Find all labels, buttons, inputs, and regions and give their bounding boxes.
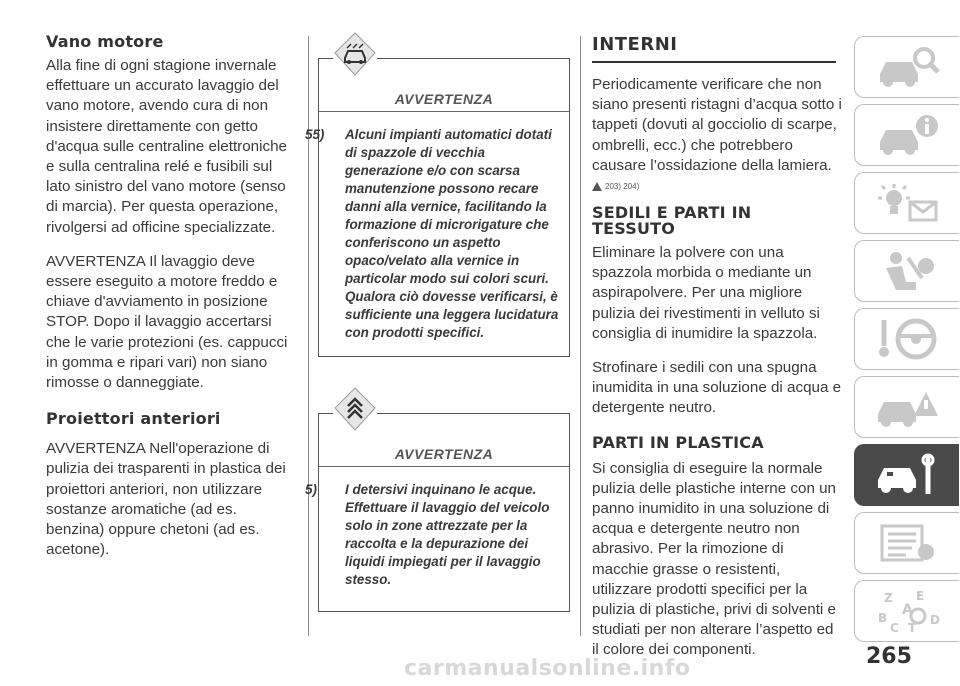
car-maintenance-icon bbox=[872, 452, 942, 498]
car-search-icon bbox=[872, 44, 942, 90]
warning-box-2 bbox=[305, 413, 570, 612]
tab-car-search[interactable] bbox=[854, 36, 959, 98]
chapter-heading-interni: INTERNI bbox=[592, 34, 836, 63]
middle-column bbox=[305, 34, 570, 612]
car-info-icon bbox=[872, 112, 942, 158]
page-number: 265 bbox=[866, 644, 912, 669]
paragraph-proiettori: AVVERTENZA Nell'operazione di pulizia dei trasparenti in plastica dei proiettori anteriori, non utilizzare sostanze aromatiche (ad es. benzina) oppure chetoni (ad es. acetone). bbox=[46, 440, 286, 559]
svg-text:Z: Z bbox=[884, 591, 893, 605]
svg-text:T: T bbox=[908, 621, 917, 634]
specifications-icon bbox=[872, 520, 942, 566]
paragraph-interni: Periodicamente verificare che non siano presenti ristagni d’acqua sotto i tappeti (dovuti al gocciolio di scarpe, ombrelli, ecc.) che potrebbero causare l’ossidazione della lamiera. bbox=[592, 76, 842, 174]
svg-text:D: D bbox=[930, 613, 940, 627]
car-wash-warning-icon bbox=[333, 31, 377, 77]
seat-airbag-icon bbox=[872, 248, 942, 294]
warning-title-2: AVVERTENZA bbox=[394, 446, 494, 462]
chapter-tabs bbox=[854, 36, 960, 648]
svg-text:E: E bbox=[916, 589, 925, 603]
tab-seat-airbag[interactable] bbox=[854, 240, 959, 302]
paragraph-sedili-2: Strofinare i sedili con una spugna inumidita in una soluzione di acqua e detergente neutro. bbox=[592, 359, 842, 417]
paragraph-vano-motore: Alla fine di ogni stagione invernale effettuare un accurato lavaggio del vano motore, avendo cura di non insistere direttamente con getto d'acqua sulle centraline elettroniche e sulla centralina relé e fusibili sul lato sinistro del vano motore (senso di marcia). Per questa operazione, rivolgersi ad officine specializzate. bbox=[46, 57, 287, 236]
warning-number-2: 5) bbox=[305, 482, 317, 497]
right-column bbox=[592, 34, 842, 675]
warning-title-1: AVVERTENZA bbox=[394, 91, 494, 107]
tab-car-info[interactable] bbox=[854, 104, 959, 166]
svg-text:A: A bbox=[902, 602, 913, 618]
paragraph-sedili-1: Eliminare la polvere con una spazzola morbida o mediante un aspirapolvere. Per una migliore pulizia dei rivestimenti in velluto si consiglia di inumidire la spazzola. bbox=[592, 244, 820, 342]
steering-wheel-icon bbox=[872, 316, 942, 362]
tab-specifications[interactable] bbox=[854, 512, 959, 574]
tab-car-breakdown[interactable] bbox=[854, 376, 959, 438]
section-heading-sedili: SEDILI E PARTI IN TESSUTO bbox=[592, 203, 752, 239]
tab-steering-wheel[interactable] bbox=[854, 308, 959, 370]
left-column bbox=[46, 34, 298, 574]
warning-text-1 bbox=[305, 112, 569, 356]
warning-box-1 bbox=[305, 58, 570, 357]
column-divider-2 bbox=[580, 36, 581, 636]
section-heading-proiettori: Proiettori anteriori bbox=[46, 409, 221, 429]
car-breakdown-icon bbox=[872, 384, 942, 430]
watermark: carmanualsonline.info bbox=[404, 656, 691, 681]
reference-numbers[interactable]: 203) 204) bbox=[605, 182, 640, 192]
paragraph-avvertenza-lavaggio: AVVERTENZA Il lavaggio deve essere eseguito a motore freddo e chiave d'avviamento in posizione STOP. Dopo il lavaggio accertarsi che le varie protezioni (es. cappucci in gomma e ripari vari) non siano rimosse o danneggiate. bbox=[46, 252, 288, 392]
svg-text:B: B bbox=[878, 611, 888, 625]
svg-text:C: C bbox=[890, 621, 899, 634]
warning-body-1: Alcuni impianti automatici dotati di spazzole di vecchia generazione e/o con scarsa manutenzione possono recare danni alla vernice, facilitando la formazione di microrigature che conferiscono un aspetto opaco/velato alla vernice in particolar modo sui colori scuri. Qualora ciò dovesse verificarsi, è sufficiente una leggera lucidatura con prodotti specifici. bbox=[345, 127, 559, 340]
warning-body-2: I detersivi inquinano le acque. Effettuare il lavaggio del veicolo solo in zone attrezzate per la raccolta e la depurazione dei liquidi impiegati per il lavaggio stesso. bbox=[345, 482, 550, 587]
tab-car-maintenance[interactable] bbox=[854, 444, 959, 506]
warning-number-1: 55) bbox=[305, 127, 325, 142]
paragraph-plastica: Si consiglia di eseguire la normale pulizia delle plastiche interne con un panno inumidito in una soluzione di acqua e detergente neutro non abrasivo. Per la rimozione di macchie grasse o resistenti, utilizzare prodotti specifici per la pulizia di plastiche, privi di solventi e studiati per non alterare l’aspetto ed il colore dei componenti. bbox=[592, 459, 837, 659]
tab-warning-lights[interactable] bbox=[854, 172, 959, 234]
tab-index[interactable] bbox=[854, 580, 959, 642]
index-icon bbox=[872, 588, 942, 634]
references bbox=[592, 182, 842, 191]
warning-lights-icon bbox=[872, 180, 942, 226]
section-heading-plastica: PARTI IN PLASTICA bbox=[592, 432, 764, 452]
environment-warning-icon bbox=[333, 386, 377, 432]
section-heading-vano-motore: Vano motore bbox=[46, 32, 164, 51]
warning-triangle-icon bbox=[592, 182, 602, 191]
warning-text-2 bbox=[305, 467, 569, 611]
